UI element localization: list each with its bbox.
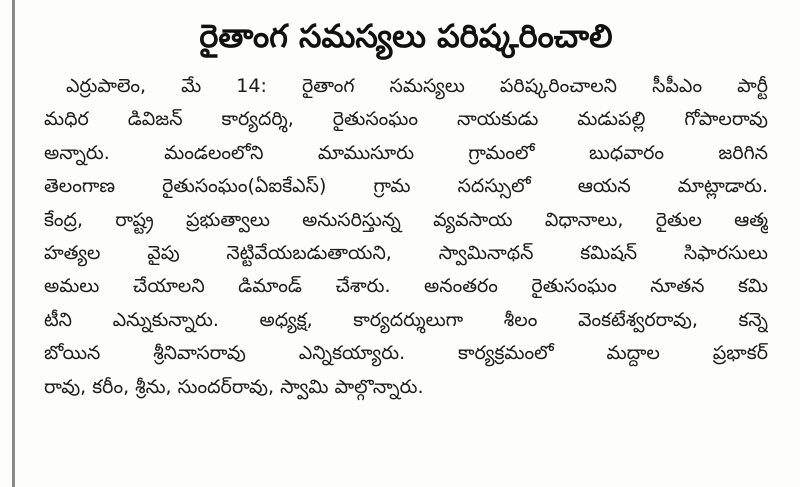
column-divider xyxy=(12,0,15,487)
article-body xyxy=(44,70,768,404)
body-line: టీని ఎన్నుకున్నారు. అధ్యక్ష, కార్యదర్శులుగా శీలం వెంకటేశ్వరరావు, కన్నె xyxy=(44,308,768,331)
body-line: ఎర్రుపాలెం, మే 14: రైతాంగ సమస్యలు పరిష్కరించాలని సీపీఎం పార్టీ xyxy=(66,75,768,97)
body-line: తెలంగాణ రైతుసంఘం(ఏఐకేఎస్) గ్రామ సదస్సులో ఆయన మాట్లాడారు. xyxy=(44,175,768,198)
body-line: అన్నారు. మండలంలోని మాముసూరు గ్రామంలో బుధవారం జరిగిన xyxy=(44,141,768,164)
body-line: మధిర డివిజన్ కార్యదర్శి, రైతుసంఘం నాయకుడు మడుపల్లి గోపాలరావు xyxy=(44,108,768,131)
body-line: అమలు చేయాలని డిమాండ్ చేశారు. అనంతరం రైతుసంఘం నూతన కమి xyxy=(44,275,768,298)
news-article xyxy=(44,10,768,404)
article-headline: రైతాంగ సమస్యలు పరిష్కరించాలి xyxy=(199,17,613,55)
body-line: కేంద్ర, రాష్ట్ర ప్రభుత్వాలు అనుసరిస్తున్న వ్యవసాయ విధానాలు, రైతుల ఆత్మ xyxy=(44,208,768,231)
body-line: హత్యల వైపు నెట్టివేయబడుతాయని, స్వామినాథన్ కమిషన్ సిఫారసులు xyxy=(44,241,768,264)
body-line: రావు, కరీం, శ్రీను, సుందర్‌రావు, స్వామి పాల్గొన్నారు. xyxy=(44,375,424,398)
body-line: బోయిన శ్రీనివాసరావు ఎన్నికయ్యారు. కార్యక్రమంలో మద్దాల ప్రభాకర్ xyxy=(44,342,768,365)
